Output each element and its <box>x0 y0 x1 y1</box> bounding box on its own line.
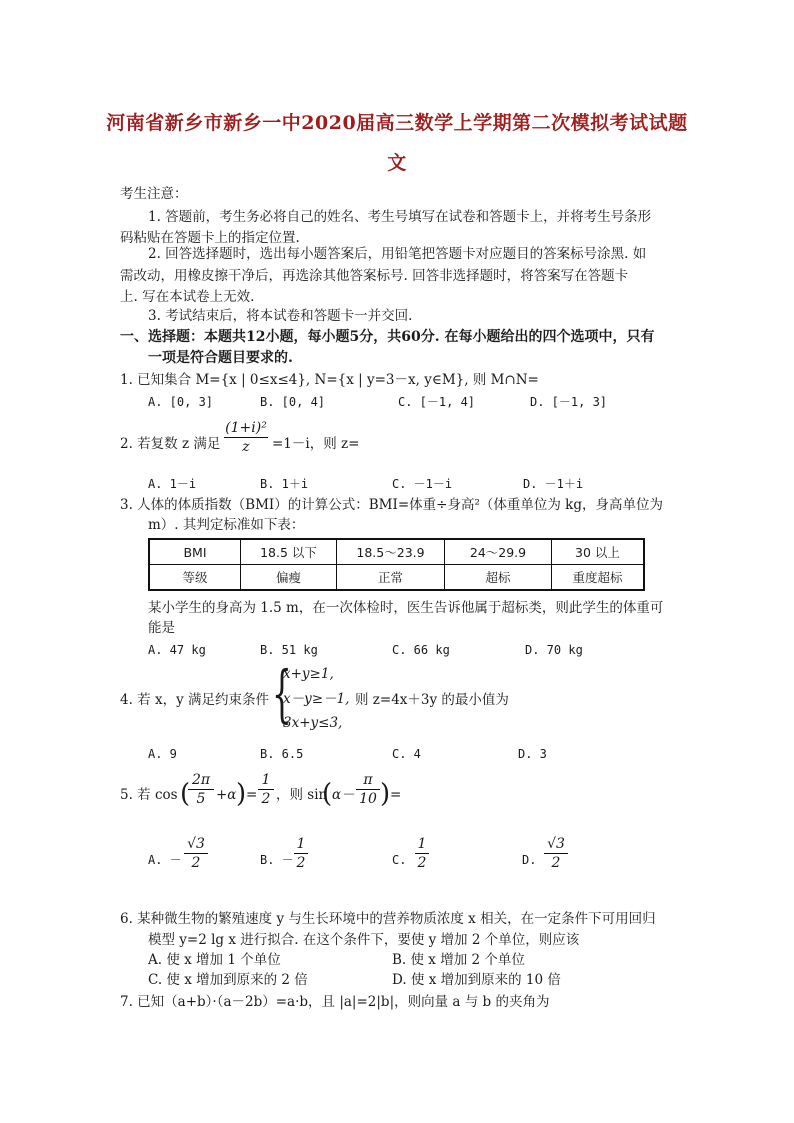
q4-option-d: D. 3 <box>518 747 547 761</box>
fraction-bar <box>184 853 208 854</box>
q1-option-b: B. [0, 4] <box>260 395 326 409</box>
fraction-denominator: 2 <box>261 791 271 807</box>
constraint-3: 3x+y≤3, <box>283 715 343 731</box>
fraction-denominator: 2 <box>417 855 427 871</box>
q3-option-b: B. 51 kg <box>260 643 318 657</box>
table-header-cell: 18.5～23.9 <box>337 539 445 565</box>
exam-title: 河南省新乡市新乡一中2020届高三数学上学期第二次模拟考试试题 <box>106 112 688 134</box>
q2-fraction <box>224 420 268 455</box>
question-3-stem: 3. 人体的体质指数（BMI）的计算公式：BMI=体重÷身高²（体重单位为 kg，身高单位为 <box>120 497 663 513</box>
fraction-numerator: 1 <box>296 836 306 852</box>
q4-option-b: B. 6.5 <box>260 747 304 761</box>
q5-then-sin: ，则 sin <box>276 787 328 803</box>
notice-item-2: 2. 回答选择题时，选出每小题答案后，用铅笔把答题卡对应题目的答案标号涂黑. 如 <box>148 246 647 262</box>
q5-option-d-fraction <box>544 836 568 871</box>
q1-option-c: C. [－1, 4] <box>398 395 476 409</box>
fraction-numerator: 1 <box>261 772 271 788</box>
q5-option-c-fraction <box>415 836 429 871</box>
section-heading: 一、选择题：本题共12小题，每小题5分，共60分. 在每小题给出的四个选项中，只有 <box>120 329 655 345</box>
paren-right: ) <box>380 779 391 809</box>
q5-fraction-2 <box>258 772 274 807</box>
question-4-prefix: 4. 若 x，y 满足约束条件 <box>120 692 269 708</box>
q2-numerator: (1+i)² <box>225 420 267 436</box>
question-1-stem: 1. 已知集合 M={x | 0≤x≤4}, N={x | y=3－x, y∈M}, 则 M∩N= <box>120 372 539 388</box>
q5-option-b-fraction <box>294 836 308 871</box>
table-header-cell: 30 以上 <box>552 539 645 565</box>
fraction-bar <box>188 789 214 790</box>
q1-option-d: D. [－1, 3] <box>530 395 608 409</box>
fraction-bar <box>415 853 429 854</box>
question-3-stem-cont: m）. 其判定标准如下表： <box>148 517 305 533</box>
table-cell: 重度超标 <box>552 565 645 591</box>
q5-option-b-label: B. － <box>260 853 294 867</box>
question-6-stem-cont: 模型 y=2 lg x 进行拟合. 在这个条件下，要使 y 增加 2 个单位，则应该 <box>148 932 580 948</box>
fraction-numerator: √3 <box>547 836 565 852</box>
q5-fraction-3 <box>356 772 380 807</box>
q5-equals: = <box>246 787 258 803</box>
fraction-numerator: π <box>363 772 373 788</box>
table-cell: 正常 <box>337 565 445 591</box>
question-3-body-cont: 能是 <box>148 620 175 636</box>
q3-option-d: D. 70 kg <box>525 643 583 657</box>
q3-option-c: C. 66 kg <box>392 643 450 657</box>
q1-option-a: A. [0, 3] <box>148 395 214 409</box>
notice-item-1-cont: 码粘贴在答题卡上的指定位置. <box>120 230 300 246</box>
table-cell: 偏瘦 <box>241 565 337 591</box>
q4-option-c: C. 4 <box>392 747 421 761</box>
q5-alpha-minus: α－ <box>332 787 355 803</box>
constraint-2: x－y≥－1, <box>283 691 350 707</box>
fraction-denominator: 5 <box>196 791 206 807</box>
fraction-numerator: 1 <box>417 836 427 852</box>
q3-option-a: A. 47 kg <box>148 643 206 657</box>
q6-option-d: D. 使 x 增加到原来的 10 倍 <box>392 972 561 988</box>
q5-alpha: +α <box>216 787 237 803</box>
table-cell: 等级 <box>149 565 241 591</box>
fraction-denominator: 10 <box>359 791 377 807</box>
paren-left: ( <box>322 779 333 809</box>
q2-option-d: D. －1＋i <box>523 477 584 491</box>
q2-option-a: A. 1－i <box>148 477 197 491</box>
question-6-stem: 6. 某种微生物的繁殖速度 y 与生长环境中的营养物质浓度 x 相关，在一定条件下可用回归 <box>120 911 656 927</box>
notice-heading: 考生注意： <box>120 186 188 202</box>
bmi-table <box>148 538 645 591</box>
table-header-cell: 18.5 以下 <box>241 539 337 565</box>
fraction-bar <box>224 437 268 438</box>
notice-item-1: 1. 答题前，考生务必将自己的姓名、考生号填写在试卷和答题卡上，并将考生号条形 <box>148 209 652 225</box>
table-row <box>149 539 644 565</box>
section-heading-cont: 一项是符合题目要求的. <box>148 350 293 366</box>
q6-option-a: A. 使 x 增加 1 个单位 <box>148 952 281 968</box>
fraction-numerator: 2π <box>191 772 211 788</box>
q5-equals-2: = <box>390 787 402 803</box>
paren-right: ) <box>236 779 247 809</box>
fraction-denominator: 2 <box>296 855 306 871</box>
q6-option-b: B. 使 x 增加 2 个单位 <box>392 952 525 968</box>
q2-denominator: z <box>242 439 250 455</box>
q4-option-a: A. 9 <box>148 747 177 761</box>
question-2-suffix: =1－i，则 z= <box>272 436 360 452</box>
q6-option-c: C. 使 x 增加到原来的 2 倍 <box>148 972 308 988</box>
fraction-denominator: 2 <box>551 855 561 871</box>
q2-option-c: C. －1－i <box>392 477 453 491</box>
system-brace: { <box>272 657 292 730</box>
table-header-cell: BMI <box>149 539 241 565</box>
notice-item-2-cont2: 上. 写在本试卷上无效. <box>120 289 255 305</box>
table-cell: 超标 <box>445 565 552 591</box>
table-row <box>149 565 644 591</box>
notice-item-2-cont: 需改动，用橡皮擦干净后，再选涂其他答案标号. 回答非选择题时，将答案写在答题卡 <box>120 268 629 284</box>
q5-option-c-label: C. <box>392 853 407 867</box>
question-3-body: 某小学生的身高为 1.5 m，在一次体检时，医生告诉他属于超标类，则此学生的体重可 <box>148 600 664 616</box>
fraction-denominator: 2 <box>191 855 201 871</box>
fraction-bar <box>544 853 568 854</box>
q5-option-a-label: A. － <box>148 853 182 867</box>
q5-option-d-label: D. <box>522 853 537 867</box>
q2-option-b: B. 1＋i <box>260 477 309 491</box>
table-header-cell: 24～29.9 <box>445 539 552 565</box>
q5-fraction-1 <box>188 772 214 807</box>
question-7-stem: 7. 已知（a+b）·（a－2b）=a·b，且 |a|=2|b|，则向量 a 与 b 的夹角为 <box>120 994 550 1010</box>
constraint-1: x+y≥1, <box>283 666 334 682</box>
exam-title-subject: 文 <box>387 152 407 174</box>
paren-left: ( <box>180 779 191 809</box>
question-2-prefix: 2. 若复数 z 满足 <box>120 436 221 452</box>
fraction-bar <box>356 789 380 790</box>
fraction-bar <box>294 853 308 854</box>
fraction-bar <box>258 789 274 790</box>
notice-item-3: 3. 考试结束后，将本试卷和答题卡一并交回. <box>148 308 413 324</box>
q5-option-a-fraction <box>184 836 208 871</box>
question-5-prefix: 5. 若 cos <box>120 787 178 803</box>
fraction-numerator: √3 <box>187 836 205 852</box>
question-4-suffix: 则 z=4x＋3y 的最小值为 <box>355 692 509 708</box>
